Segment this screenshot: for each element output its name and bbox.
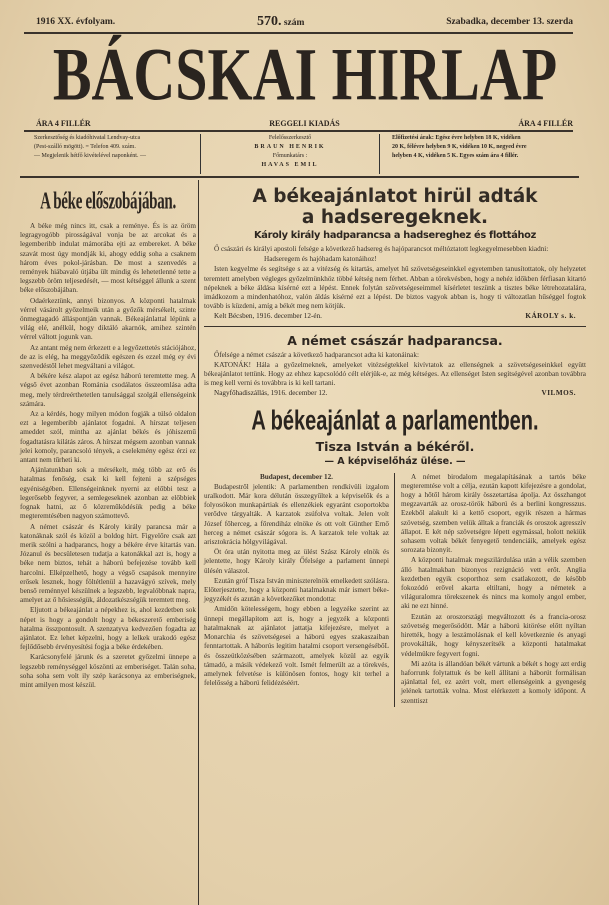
paragraph: Ezután az oroszországi megváltozott és a francia-orosz szövetség megerősödött. Már a háború kitörése előtt nyíltan hirették, hogy a leszámolásnak el kell következnie és anyagi provokálták, hogy kényszerítsék a központi hatalmakat védelmükre fegyvert fogni. xyxy=(401,612,586,658)
paragraph: Ajánlatunkban sok a mérsékelt, még több az erő és hatalmas fenőség, csak ki kell fejteni a szépséges egyéniségében. Ellenségeinknek nyerni az előbbi tesz a legerősebb fegyver, a semlegeseknek azonban az előbbiek fognak hatni, az ő közreműködésük pedig a béke megteremtésében nagyon számottevő. xyxy=(20,466,196,521)
paragraph: A német birodalom megalapításának a tartós béke megteremtése volt a célja, ezután kapott kifejezésre a gondolat, hogy a hőtől három király összetartása ápolja. Az összhangot megzavarták az orosz-török háború és a berlini kongresszus. Ezekből alakult ki a kettő csoport, egyik részen a hármas szövetség, szemben velük álltak a franciák és oroszok agresszív állapot. E két nép szövetségre lépett egymással, holott nekiük sohasem voltak békét fenyegető tendenciáik, amelyek egész sorozata bizonyít. xyxy=(401,472,586,555)
place-date: Kelt Bécsben, 1916. december 12-én. xyxy=(214,312,322,321)
paragraph: Ő császári és királyi apostoli felsége a következő hadsereg és hajóparancsot méltóztatott legkegyelmesebben kiadni: xyxy=(214,245,549,253)
paragraph: Eljutott a békeajánlat a népekhez is, ahol kezdetben sok népet is hogy a gondolt hogy a békeszerető emberiség hatalma összpontosult. A szenzatyva kedvezően fogadta az ajánlatot. Ez lehet képzelni, hogy a lelkek urakodó egész fejlődősebb érvényesítési fogja a béke érdekében. xyxy=(20,606,196,652)
info-line: BRAUN HENRIK xyxy=(254,144,326,150)
article-left-title: A béke előszobájában. xyxy=(40,189,176,215)
masthead-text: BÁCSKAI HIRLAP xyxy=(52,32,558,117)
info-editors xyxy=(200,134,380,174)
edition: REGGELI KIADÁS xyxy=(269,119,340,128)
paragraph: Mi azóta is állandóan békét vártunk a békét s hogy azt erdig haforrunk folytattuk és be kell állítani a háborút formálisan ajánlattal fel, ez azért volt, mert ellenségeink a gyengeség jelének tartották volna. Most elérkezett a komoly időpont. A szenttiszt xyxy=(401,659,586,705)
paragraph: Karácsonyfelé járunk és a szeretet győzelmi ünnepe a legszebb reménységgel köszönti az emberiséget. Talán soha, soha soha sem volt ily szép karácsonya az emberiségnek, mint amilyen most készül. xyxy=(20,653,196,689)
article3-columns xyxy=(204,473,586,707)
article3-col2 xyxy=(401,473,586,707)
info-line: Előfizetési árak: Egész évre helyben 18 K, vidéken xyxy=(392,135,521,141)
paragraph: Isten kegyelme és segítsége s az a vitézség és kitartás, amelyet hű szövetségeseinkkel egyetemben tanusítottatok, oly helyzetet teremtett amelyben végleges győzelmünkhöz többé kétség nem férhet. Abban a törekvésben, hogy a nehéz időkben férfiasan kitartó népeknek a béke áldása kísérné ezt a lépést. Ennek folytán szövetségeseimmel kísérletet teszünk a tisztes béke létrehozatalára, imádkozom a mindenhatóhoz, valón áldás kísérné ezt a lépést. De biztos vagyok abban is, hogy ti változatlan hűséggel fogtok tovább is küzdeni, amíg a békét meg nem kötjük. xyxy=(204,265,586,311)
article3-title: A békeajánlat a parlamentben. xyxy=(251,405,539,437)
dateline xyxy=(36,14,573,30)
article1-title-line1: A békeajánlatot hirül adták xyxy=(252,186,538,207)
subline xyxy=(36,119,573,129)
info-line: (Pest-szálló mögött). = Telefon 409. szám. xyxy=(34,144,136,150)
divider xyxy=(204,326,586,327)
article3-subtitle: Tisza István a békéről. xyxy=(315,438,475,454)
paragraph: Budapestről jelentik: A parlamentben rendkívüli izgalom uralkodott. Már kora délután összegyűltek a képviselők és a folyosókon munkapártiak és ellenzékiek egyaránt csoportokba verődve tárgyalták. A karzatok zsúfolva voltak. Jelen volt József főherceg, a főrendiház elnöke és ott volt Günther Ernő herceg a német császár sógora is. A karzatok tele voltak az arisztokrácia hölgyvilágával. xyxy=(204,482,389,547)
paragraph: A német császár és Károly király parancsa már a katonáknak szól és közöl a boldog hírt. Figyelőre csak azt merik szólni a hadparancs, hogy a békére érve kitartás van. Józanul és becsületesen tudatja a katonákkal azt is, hogy a béke nem biztos, tehát a háború befejezése tovább kell harcolni. Elképzelhető, hogy a végső csapások mennyire erősek lesznek, hogy föltétlenül a hazavágyó szívek, mely benső reménnyel készülnek a legszebb, legvalóbbnak napra, amelyet az ő hősiességük, áldozatkészségük teremtett meg. xyxy=(20,522,196,605)
info-prices xyxy=(392,134,574,174)
article2-signoff xyxy=(204,389,586,398)
info-line: Főmunkatárs : xyxy=(272,153,308,159)
volume: 1916 XX. évfolyam. xyxy=(36,17,116,27)
article1-title-line2: a hadseregeknek. xyxy=(301,207,489,228)
info-line: — Megjelenik hétfő kivételével naponként. — xyxy=(34,153,146,159)
issue-suffix: szám xyxy=(283,18,305,28)
paragraph: Ezután gróf Tisza István miniszterelnök emelkedett szólásra. Előterjesztette, hogy a központi hatalmaknak már ismert béke-jegyzékét és azután a következőket mondotta: xyxy=(204,576,389,604)
paragraph: KATONÁK! Hála a győzelmeknek, amelyeket vitézségtekkel kivívtatok az ellenségnek a szövetségeseinkkel együtt békeajánlatot tettünk. Hogy az ehhez kapcsolódó célt elérjük-e, az még kétséges. Az ellenséget Isten segítségével azonban továbbra is meg kell verni és továbbra is ki kell tartani. xyxy=(204,360,586,388)
info-address xyxy=(34,134,190,174)
paragraph: Odaérkeztünk, annyi bizonyos. A központi hatalmak vérrel vásárolt győzelmeik után a győzők mérsékelt, szinte önmegtagadó álláspontján vannak. Békeajánlattal lépünk a világ elé, anélkül, hogy diktáló akarnók, amihez szintén vérrel váltott jogunk van. xyxy=(20,296,196,342)
price-right: ÁRA 4 FILLÉR xyxy=(518,119,573,128)
info-line: Felelősszerkesztő xyxy=(268,135,312,141)
signature: VILMOS. xyxy=(541,389,576,398)
article3-col1 xyxy=(204,473,395,707)
masthead-title xyxy=(40,32,570,117)
divider xyxy=(24,130,573,132)
right-articles xyxy=(204,180,586,707)
issue-number: 570. xyxy=(256,14,282,29)
article2-title: A német császár hadparancsa. xyxy=(287,332,503,348)
place-date: Nagyfőhadiszállás, 1916. december 12. xyxy=(214,389,328,398)
signature: KÁROLY s. k. xyxy=(525,312,576,321)
article-left xyxy=(20,180,196,691)
info-line: Szerkesztőség és kiadóhivatal Lendvay-utca xyxy=(34,135,141,141)
date: Szabadka, december 13. szerda xyxy=(446,17,573,27)
paragraph: Az a kérdés, hogy milyen módon fogják a túlsó oldalon ezt a legemberibb ajánlatot fogadni. A hírszat teljesen ameddet szól, mintha az ajánlat békés és jóhiszemű fogadtatásra kilátás záros. A hírszat mégsem azonban vannak jelei komoly, parancsoló tények, a cselekmény egész érzi ez antant nem tűrheti ki. xyxy=(20,410,196,465)
divider xyxy=(20,176,579,178)
article3-subtitle2: — A képviselőház ülése. — xyxy=(324,455,466,467)
paragraph: Amidőn kötelességem, hogy ebben a legyzéke szerint az ünnepi megállapítom azt is, hogy a jegyzék a központi hatalmaknak az ajánlatot jattatja kifejezésre, melyet a Monarchia és szövetségesei a háború egyes szakaszaiban fenntartottak. A háborús legitim hatalmi csoport versengésébőL és összeütközésében származott, amelyek közül az egyik támadó, a másik védekező volt. Ismét felmerült az a törekvés, amelynek felvetése is különösen fontos, hogy kit terhel a felelősség a háború felidézéséért. xyxy=(204,605,389,688)
issue xyxy=(257,14,304,30)
paragraph: A békére kész alapot az egész háború teremtette meg. A végső évet azonban Románia csodálatos összeomlása adta meg, mely térdreérthetetlen tanulsággal szolgál ellenségeink számára. xyxy=(20,372,196,408)
paragraph: Hadseregem és hajóhadam katonáihoz! xyxy=(264,255,377,264)
paragraph: Az antant még nem érkezett e a legyőzettetés stációjához, de az is elég, ha meggyőződik egészen és ezzel még ey évi szenvedéstől lehet megváltani a világot. xyxy=(20,343,196,371)
article1-signoff xyxy=(204,312,586,321)
dateline: Budapest, december 12. xyxy=(260,472,333,481)
paragraph: Öt óra után nyitotta meg az ülést Szász Károly elnök és jelentette, hogy Károly király Őfelsége a parlament ünnepi ülésén válaszol. xyxy=(204,548,389,575)
paragraph: A béke még nincs itt, csak a reménye. És is az öröm legragyogóbb pirosságával vonja be az arcokat és a legemberibb indulat mámorába ejti az embereket. A béke szavát most úgy mondják ki, ahogy eddig soha a csaknem három éves pokol-járásban. De most a szenvedés a remények hiábavaló útjába ült mindig és lehetetlenné tette a legszebb öröm teljesedését, — most kétséggel állunk a szent béke előszobájában. xyxy=(20,222,196,295)
info-line: HAVAS EMIL xyxy=(261,162,319,168)
column-divider xyxy=(198,180,199,905)
info-line: helyben 4 K, vidéken 5 K. Egyes szám ára 4 fillér. xyxy=(392,153,519,159)
paragraph: Őfelsége a német császár a következő hadparancsot adta ki katonáinak: xyxy=(214,350,419,359)
article1-subtitle: Károly király hadparancsa a hadsereghez és flottához xyxy=(253,230,537,241)
paragraph: A központi hatalmak megszilárdulása után a vélik szemben álló hatalmakban bizonyos rezignáció vett erőt. Anglia kezdetben egyik csoporthoz sem csatlakozott, de később fokozódó erővel akarta eltiltani, hogy a németek a világuralomra törekszenek és nincs ma komoly angol ember, aki ne ezt hinné. xyxy=(401,556,586,611)
info-line: 20 K, félévre helyben 9 K, vidéken 10 K, negyed évre xyxy=(392,144,527,150)
price-left: ÁRA 4 FILLÉR xyxy=(36,119,91,128)
